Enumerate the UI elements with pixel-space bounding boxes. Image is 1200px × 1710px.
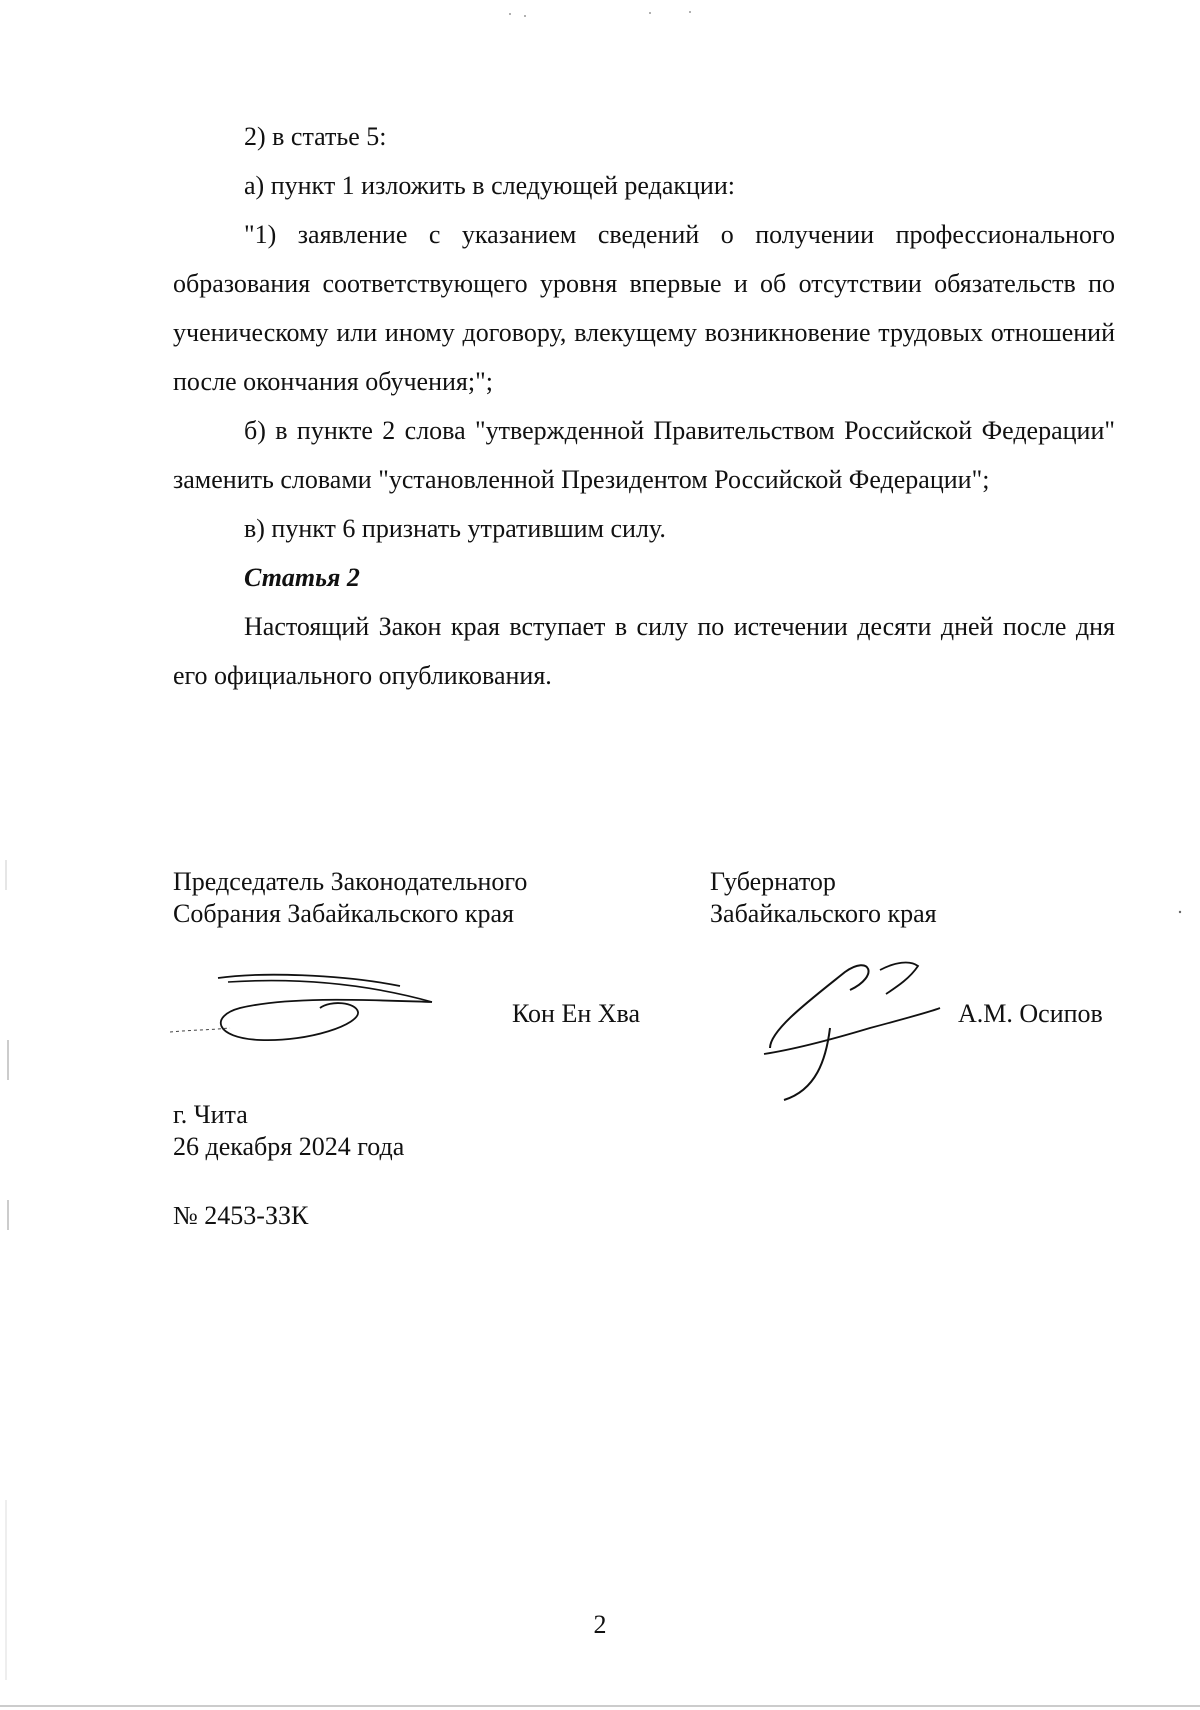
signing-date: 26 декабря 2024 года: [173, 1132, 405, 1161]
left-title-line2: Собрания Забайкальского края: [173, 899, 514, 928]
article-heading: Статья 2: [244, 563, 360, 592]
right-signatory-name: А.М. Осипов: [958, 999, 1103, 1028]
right-title-line2: Забайкальского края: [710, 899, 937, 928]
page-number: 2: [593, 1610, 607, 1639]
law-number: № 2453-ЗЗК: [173, 1201, 309, 1230]
paragraph-item-a: а) пункт 1 изложить в следующей редакции:: [244, 171, 735, 200]
right-signatory-title: [710, 866, 937, 930]
right-title-line1: Губернатор: [710, 867, 836, 896]
paragraph-article5: 2) в статье 5:: [244, 122, 387, 151]
document-body: [173, 112, 1115, 700]
paragraph-item-b: б) в пункте 2 слова "утвержденной Правительством Российской Федерации" заменить словами "установленной Президентом Российской Федерации";: [173, 416, 1115, 494]
paragraph-effective-date: Настоящий Закон края вступает в силу по истечении десяти дней после дня его официального опубликования.: [173, 612, 1115, 690]
left-title-line1: Председатель Законодательного: [173, 867, 528, 896]
right-signature-mark: [760, 950, 960, 1110]
paragraph-item-v: в) пункт 6 признать утратившим силу.: [244, 514, 666, 543]
left-signatory-title: [173, 866, 527, 930]
signing-city: г. Чита: [173, 1100, 248, 1129]
left-signatory-name: Кон Ен Хва: [512, 999, 641, 1028]
paragraph-item-1-text: "1) заявление с указанием сведений о получении профессионального образования соответствующего уровня впервые и об отсутствии обязательств по ученическому или иному договору, влекущему возникновение трудовых отношений после окончания обучения;";: [173, 220, 1115, 396]
left-signature-mark: [170, 960, 450, 1060]
